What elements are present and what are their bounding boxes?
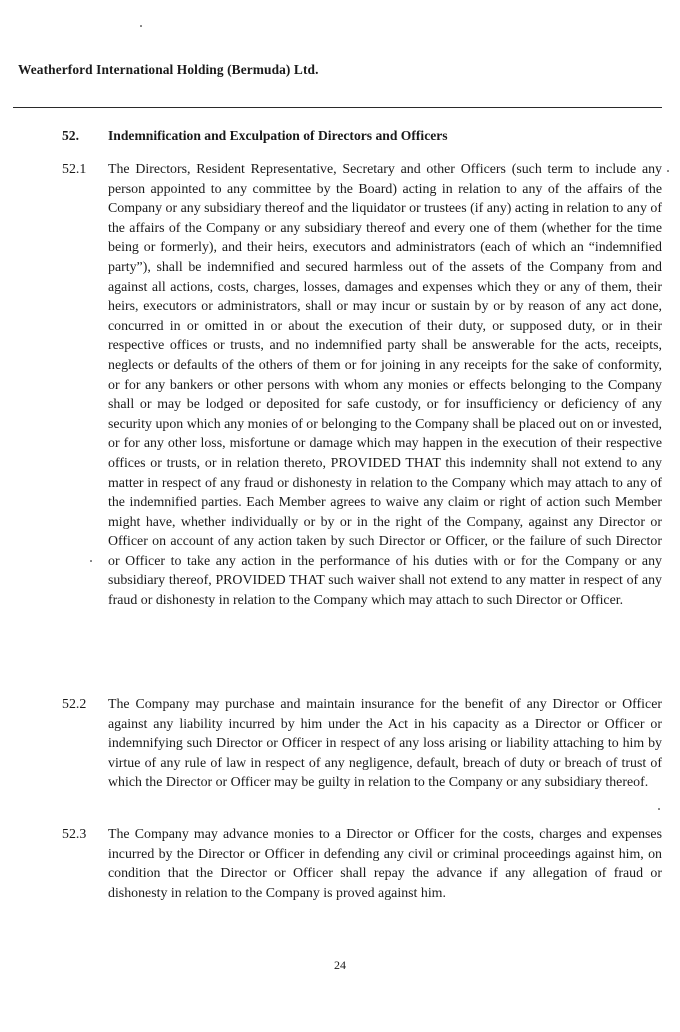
clause-number: 52.1 bbox=[62, 162, 87, 177]
scan-speck bbox=[658, 808, 660, 810]
company-name: Weatherford International Holding (Bermuda) Ltd. bbox=[18, 62, 319, 77]
page-number: 24 bbox=[334, 958, 346, 972]
scan-speck bbox=[140, 25, 142, 27]
clause-52-3 bbox=[62, 825, 662, 903]
clause-text: The Company may purchase and maintain insurance for the benefit of any Director or Officer against any liability incurred by him under the Act in his capacity as a Director or Officer or indemnifying such Director or Officer in respect of any loss arising or liability attaching to him by virtue of any rule of law in respect of any negligence, default, breach of duty or breach of trust of which the Director or Officer may be guilty in relation to the Company or any subsidiary thereof. bbox=[108, 697, 662, 791]
clause-number: 52.2 bbox=[62, 697, 87, 712]
header-divider bbox=[13, 107, 662, 108]
clause-52-1 bbox=[62, 160, 662, 611]
clause-number: 52.3 bbox=[62, 827, 87, 842]
scan-speck bbox=[667, 170, 669, 172]
section-title: Indemnification and Exculpation of Directors and Officers bbox=[108, 128, 448, 143]
clause-text: The Directors, Resident Representative, Secretary and other Officers (such term to include any person appointed to any committee by the Board) acting in relation to any of the affairs of the Company or any subsidiary thereof and the liquidator or trustees (if any) acting in relation to any of the affairs of the Company or any subsidiary thereof and every one of them (whether for the time being or formerly), and their heirs, executors and administrators (each of which an “indemnified party”), shall be indemnified and secured harmless out of the assets of the Company from and against all actions, costs, charges, losses, damages and expenses which they or any of them, their heirs, executors or administrators, shall or may incur or sustain by or by reason of any act done, concurred in or omitted in or about the execution of their duty, or supposed duty, or in their respective offices or trusts, and no indemnified party shall be answerable for the acts, receipts, neglects or defaults of the others of them or for joining in any receipts for the sake of conformity, or for any bankers or other persons with whom any monies or effects belonging to the Company shall or may be lodged or deposited for safe custody, or for insufficiency or deficiency of any security upon which any monies of or belonging to the Company shall be placed out on or invested, or for any other loss, misfortune or damage which may happen in the execution of their respective offices or trusts, or in relation thereto, PROVIDED THAT this indemnity shall not extend to any matter in respect of any fraud or dishonesty in relation to the Company which may attach to any of the indemnified parties. Each Member agrees to waive any claim or right of action such Member might have, whether individually or by or in the right of the Company, against any Director or Officer on account of any action taken by such Director or Officer, or the failure of such Director or Officer to take any action in the performance of his duties with or for the Company or any subsidiary thereof, PROVIDED THAT such waiver shall not extend to any matter in respect of any fraud or dishonesty in relation to the Company which may attach to such Director or Officer. bbox=[108, 162, 662, 609]
clause-text: The Company may advance monies to a Director or Officer for the costs, charges and expenses incurred by the Director or Officer in defending any civil or criminal proceedings against him, on condition that the Director or Officer shall repay the advance if any allegation of fraud or dishonesty in relation to the Company is proved against him. bbox=[108, 827, 662, 901]
section-number: 52. bbox=[62, 128, 79, 143]
clause-52-2 bbox=[62, 695, 662, 793]
